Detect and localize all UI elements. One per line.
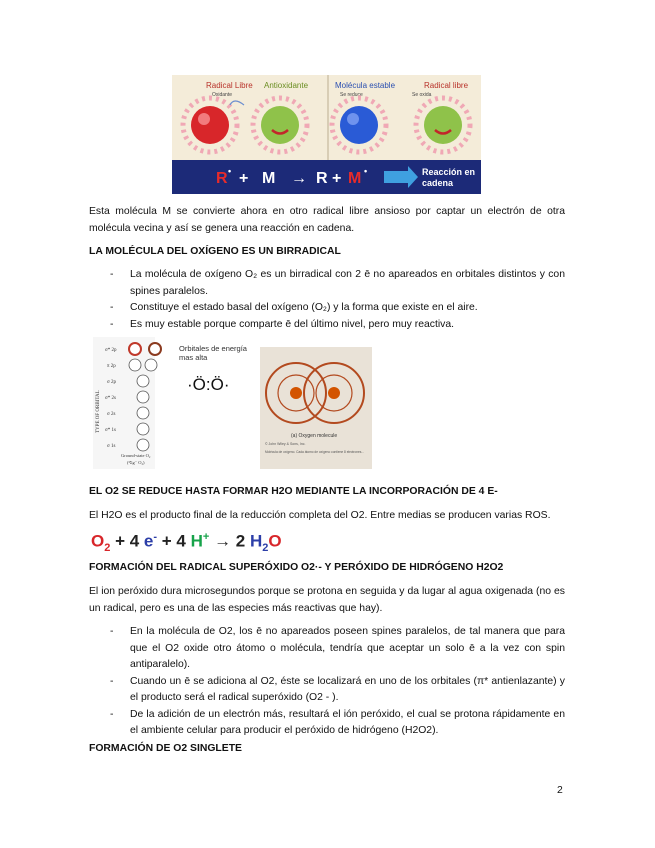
label-molecula-estable: Molécula estable [335,81,396,90]
reduction-equation [91,531,282,554]
section2-heading: EL O2 SE REDUCE HASTA FORMAR H2O MEDIANTE LA INCORPORACIÓN DE 4 E- [89,486,498,497]
publisher-credit: © John Wiley & Sons, Inc. [265,442,306,446]
intro-paragraph: Esta molécula M se convierte ahora en otro radical libre ansioso por captar un electrón de otra molécula vecina y así se genera una reacción en cadena. [89,206,565,234]
eq-dot2: • [364,166,368,176]
eq-h2o-o: O [268,531,282,551]
oxygen-orbital-figure [93,337,373,469]
label-oxidante: Oxidante [212,92,233,98]
eq-o-sub: 2 [104,542,111,555]
bullet-text: Cuando un ē se adiciona al O2, éste se localizará en uno de los orbitales (π* antienlazante) y el producto será el radical superóxido (O2 - ). [130,675,565,703]
label-se-reduce: Se reduce [340,92,363,98]
red-radical-ball [183,98,237,152]
bullet-text: Es muy estable porque comparte ē del último nivel, pero muy reactiva. [130,318,454,330]
orbital-label: σ 2p [107,380,116,385]
eq-plus-1: + 4 [110,531,144,551]
section3-heading: FORMACIÓN DEL RADICAL SUPERÓXIDO O2·- Y PERÓXIDO DE HIDRÓGENO H2O2 [89,562,504,573]
bullet-text: Constituye el estado basal del oxígeno (O₂) y la forma que existe en el aire. [130,302,478,313]
molecule-small-caption: Molécula de oxígeno. Cada átomo de oxígeno contiene 8 electrones... [265,450,365,454]
eq-plus2: + [332,170,342,187]
list-item: - La molécula de oxígeno O₂ es un birradical con 2 ē no apareados en orbitales distintos y con spines paralelos. [110,269,565,297]
bullet-text: La molécula de oxígeno O₂ es un birradical con 2 ē no apareados en orbitales distintos y con spines paralelos. [130,269,565,297]
eq-m2: M [348,170,362,187]
list-item: - Cuando un ē se adiciona al O2, éste se localizará en uno de los orbitales (π* antienlazante) y el producto será el radical superóxido (O2 - ). [110,675,565,703]
orbital-label: σ* 1s [105,428,116,433]
blue-stable-ball [332,98,386,152]
list-item: - De la adición de un electrón más, resultará el ión peróxido, el cual se protona rápidamente en el ambiente celular para producir el peróxido de hidrógeno (H2O2). [110,708,565,736]
ground-state-line2: (³Σg⁻ O₂) [127,460,145,465]
eq-arrow: → [291,170,307,187]
eq-e-sup: - [153,531,158,543]
eq-o: O [91,531,105,551]
section4-heading: FORMACIÓN DE O2 SINGLETE [89,743,242,754]
eq-dot1: • [228,166,232,176]
radical-antioxidant-figure [172,75,481,194]
label-antioxidante: Antioxidante [264,81,309,90]
eq-r: R [216,170,228,187]
list-item: - Es muy estable porque comparte ē del último nivel, pero muy reactiva. [110,318,454,330]
page-number: 2 [557,785,563,796]
molecule-caption: (a) Oxygen molecule [291,433,338,439]
reaction-label-line1: Reacción en [422,167,476,177]
bullet-text: De la adición de un electrón más, resultará el ión peróxido, el cual se protona rápidamente en el ambiente celular para producir el peróxido de hidrógeno (H2O2). [130,708,565,736]
eq-e: e [143,531,154,551]
green-antioxidant-ball [253,98,307,152]
orbital-label: σ* 2p [105,348,117,353]
orbital-label: σ 1s [107,444,116,449]
eq-h-sup: + [202,531,210,543]
radical-antioxidant-illustration [172,75,481,194]
bullet-text: En la molécula de O2, los ē no apareados poseen spines paralelos, de tal manera que para que el O2 oxide otro átomo o molécula, tendría que aceptar un solo ē a la vez con spin antiparalelo). [130,626,565,670]
energy-label-line1: Orbitales de energía [179,344,247,353]
section2-paragraph: El H2O es el producto final de la reducción completa del O2. Entre medias se producen varias ROS. [89,510,551,521]
list-item: - Constituye el estado basal del oxígeno (O₂) y la forma que existe en el aire. [110,302,478,313]
lewis-structure: ·Ö:Ö· [187,375,230,394]
section1-bullet-list [89,267,565,333]
reaction-label-line2: cadena [422,178,454,188]
eq-r2: R [316,170,328,187]
section3-bullet-list [89,624,565,740]
list-item: - En la molécula de O2, los ē no apareados poseen spines paralelos, de tal manera que para que el O2 oxide otro átomo o molécula, tendría que aceptar un solo ē a la vez con spin antiparalelo). [110,626,565,670]
orbital-label: σ 2s [107,412,116,417]
label-radical-libre: Radical Libre [206,81,253,90]
eq-arrow: → 2 [209,531,250,551]
section3-paragraph: El ion peróxido dura microsegundos porque se protona en seguida y da lugar al agua oxigenada (no es un radical, pero es una de las especies más reactivas que hay). [89,586,565,614]
eq-plus: + [239,170,249,187]
eq-h2o-h: H [249,531,263,551]
ground-state-line1: Ground-state O₂ [121,453,151,458]
section1-heading: LA MOLÉCULA DEL OXÍGENO ES UN BIRRADICAL [89,246,341,257]
eq-m: M [262,170,276,187]
orbital-axis-label: TYPE OF ORBITAL [96,390,101,433]
eq-h: H [190,531,203,551]
label-radical-libre-2: Radical libre [424,81,469,90]
energy-label-line2: mas alta [179,353,208,362]
eq-h2o-sub: 2 [262,542,269,555]
oxygen-orbital-illustration [93,337,373,469]
label-se-oxida: Se oxida [412,92,432,98]
green-radical-ball [416,98,470,152]
orbital-label: π 2p [107,364,116,369]
orbital-label: σ* 2s [105,396,116,401]
eq-plus-2: + 4 [157,531,191,551]
